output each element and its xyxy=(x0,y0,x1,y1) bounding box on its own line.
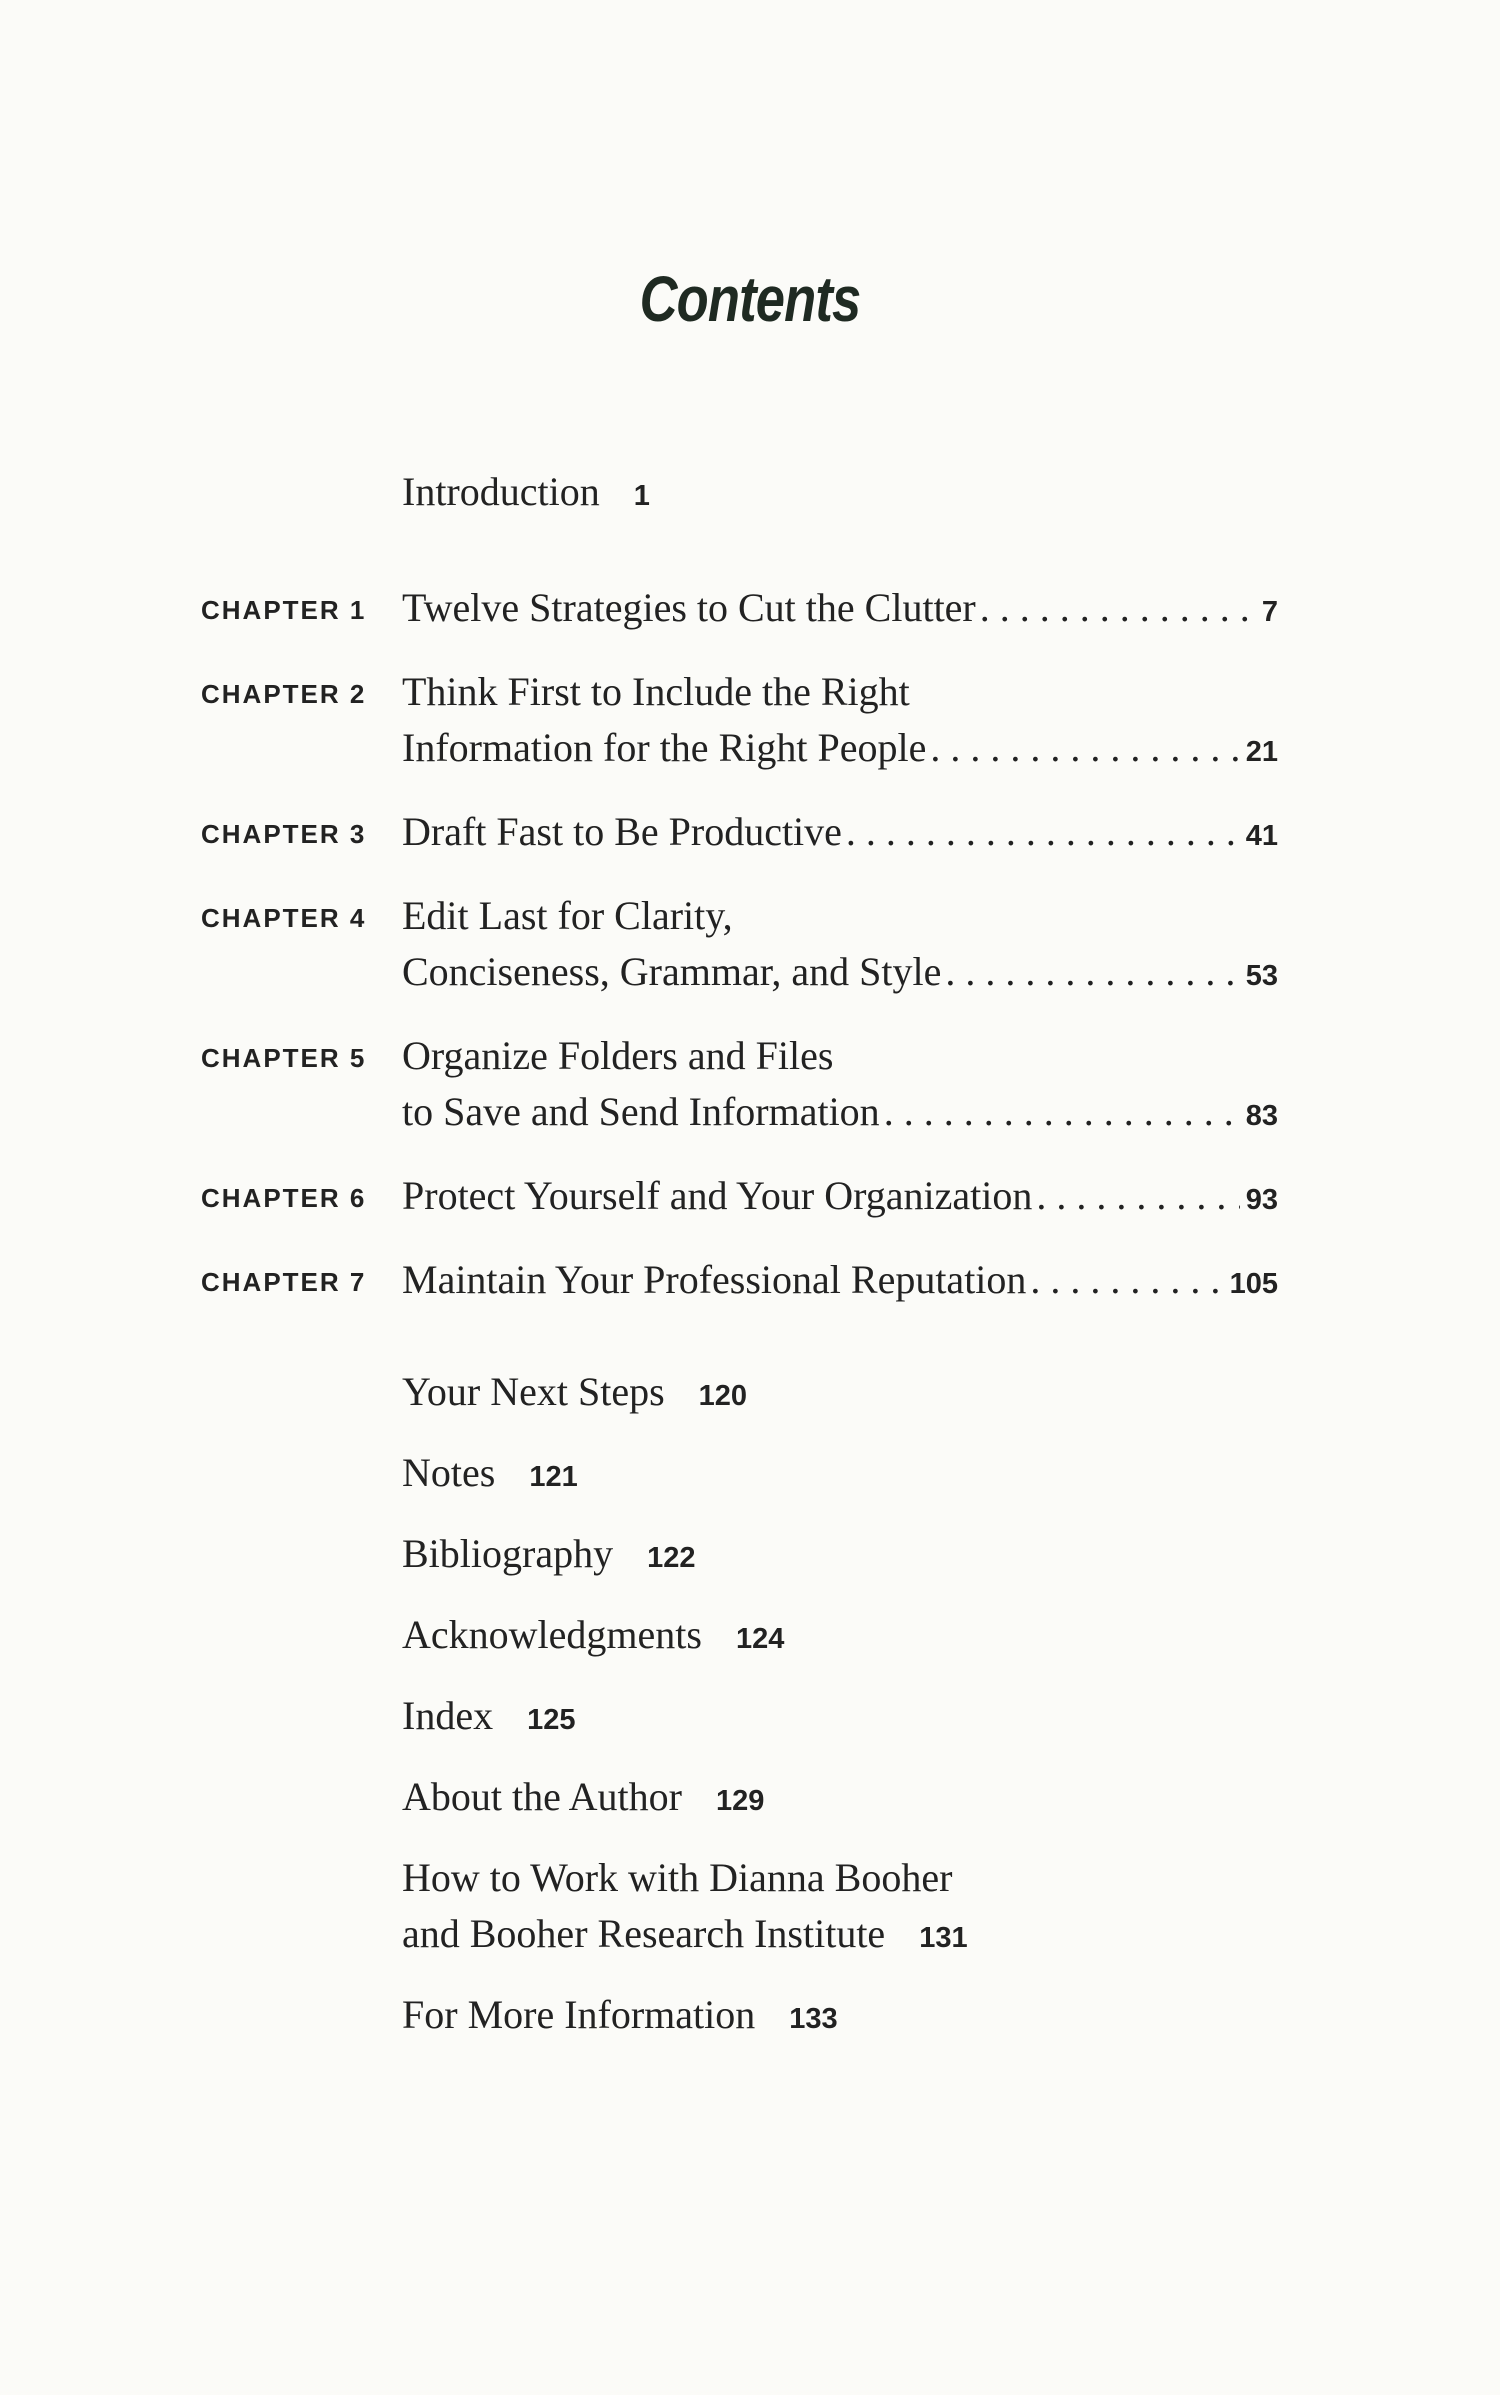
dot-leader xyxy=(945,944,1239,1000)
entry-title: Index xyxy=(402,1693,494,1738)
dot-leader xyxy=(930,720,1239,776)
entry-page-number: 125 xyxy=(527,1704,576,1736)
entry-title: About the Author xyxy=(402,1774,682,1819)
entry-title: Acknowledgments xyxy=(402,1612,702,1657)
chapter-page-number: 83 xyxy=(1245,1100,1278,1132)
toc-chapter-5[interactable] xyxy=(402,1028,1278,1144)
toc-entry-next-steps[interactable] xyxy=(402,1364,747,1424)
chapter-title-line: Twelve Strategies to Cut the Clutter xyxy=(402,585,976,630)
chapter-title-line: Maintain Your Professional Reputation xyxy=(402,1257,1027,1302)
chapter-page-number: 105 xyxy=(1229,1268,1278,1300)
chapter-title-line: Protect Yourself and Your Organization xyxy=(402,1173,1033,1218)
chapter-page-number: 93 xyxy=(1245,1184,1278,1216)
entry-title: Notes xyxy=(402,1450,496,1495)
entry-title: Your Next Steps xyxy=(402,1369,665,1414)
entry-page-number: 1 xyxy=(633,480,650,512)
chapter-label: CHAPTER 3 xyxy=(201,819,367,849)
entry-title: Introduction xyxy=(402,469,600,514)
entry-page-number: 122 xyxy=(647,1542,696,1574)
chapter-title-line: Conciseness, Grammar, and Style xyxy=(402,949,942,994)
entry-page-number: 121 xyxy=(529,1461,578,1493)
toc-entry-introduction[interactable] xyxy=(402,464,650,524)
entry-title-line: How to Work with Dianna Booher xyxy=(402,1855,953,1900)
chapter-title-line: Draft Fast to Be Productive xyxy=(402,809,842,854)
entry-title: Bibliography xyxy=(402,1531,614,1576)
chapter-label: CHAPTER 7 xyxy=(201,1267,367,1297)
chapter-label: CHAPTER 1 xyxy=(201,595,367,625)
chapter-title-line: Think First to Include the Right xyxy=(402,669,910,714)
chapter-title-line: Edit Last for Clarity, xyxy=(402,893,733,938)
dot-leader xyxy=(1030,1252,1223,1308)
toc-entry-work-with-booher[interactable] xyxy=(402,1850,968,1966)
dot-leader xyxy=(884,1084,1240,1140)
toc-chapter-6[interactable] xyxy=(402,1168,1278,1228)
dot-leader xyxy=(980,580,1256,636)
chapter-page-number: 41 xyxy=(1245,820,1278,852)
chapter-page-number: 53 xyxy=(1245,960,1278,992)
toc-chapter-2[interactable] xyxy=(402,664,1278,780)
chapter-label: CHAPTER 2 xyxy=(201,679,367,709)
chapter-title-line: Organize Folders and Files xyxy=(402,1033,834,1078)
entry-page-number: 124 xyxy=(735,1623,785,1655)
toc-chapter-7[interactable] xyxy=(402,1252,1278,1312)
toc-entry-about-author[interactable] xyxy=(402,1769,764,1829)
toc-entry-notes[interactable] xyxy=(402,1445,578,1505)
chapter-page-number: 7 xyxy=(1261,596,1278,628)
toc-entry-acknowledgments[interactable] xyxy=(402,1607,784,1667)
toc-entry-index[interactable] xyxy=(402,1688,575,1748)
entry-title: For More Information xyxy=(402,1992,756,2037)
chapter-title-line: Information for the Right People xyxy=(402,725,927,770)
entry-page-number: 120 xyxy=(698,1380,748,1412)
entry-title-line: and Booher Research Institute xyxy=(402,1911,886,1956)
chapter-label: CHAPTER 5 xyxy=(201,1043,367,1073)
chapter-title-line: to Save and Send Information xyxy=(402,1089,880,1134)
toc-chapter-4[interactable] xyxy=(402,888,1278,1004)
toc-entry-more-information[interactable] xyxy=(402,1987,838,2047)
chapter-label: CHAPTER 4 xyxy=(201,903,367,933)
toc-entry-bibliography[interactable] xyxy=(402,1526,695,1586)
toc-chapter-1[interactable] xyxy=(402,580,1278,640)
page-title: Contents xyxy=(639,263,861,335)
entry-page-number: 131 xyxy=(919,1922,968,1954)
chapter-label: CHAPTER 6 xyxy=(201,1183,367,1213)
dot-leader xyxy=(846,804,1240,860)
entry-page-number: 129 xyxy=(715,1785,765,1817)
dot-leader xyxy=(1036,1168,1239,1224)
chapter-page-number: 21 xyxy=(1245,736,1278,768)
toc-chapter-3[interactable] xyxy=(402,804,1278,864)
entry-page-number: 133 xyxy=(789,2003,838,2035)
